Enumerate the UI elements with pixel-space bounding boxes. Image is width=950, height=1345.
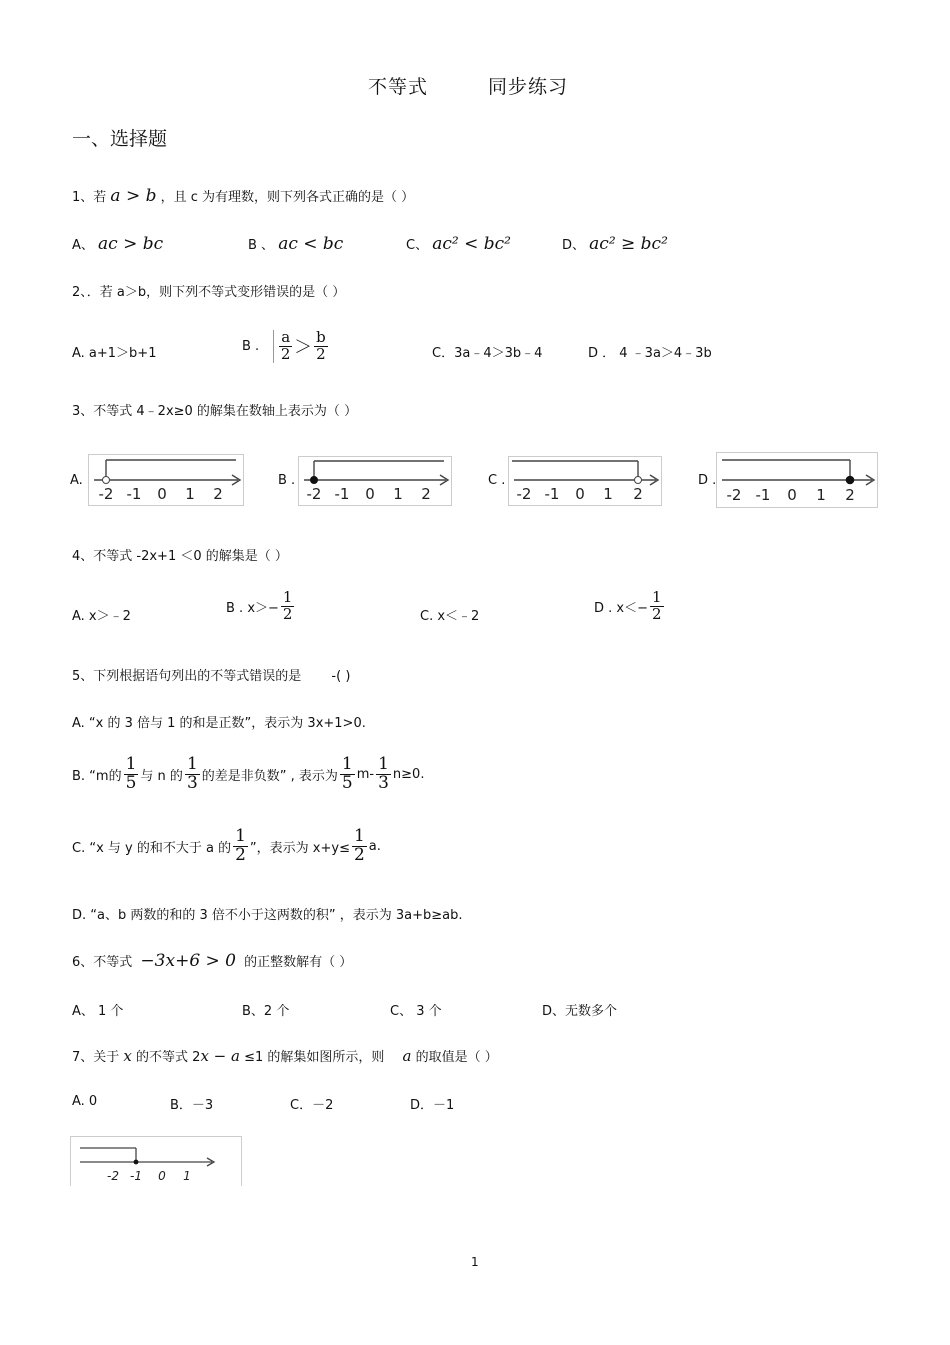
- q5-option-d: D. “a、b 两数的和的 3 倍不小于这两数的积” ，表示为 3a+b≥ab.: [72, 908, 463, 923]
- option-expr: ac² ≥ bc²: [589, 234, 668, 254]
- tick-label: 0: [157, 485, 167, 503]
- question-5: [72, 665, 350, 684]
- q4-option-a: A. x＞﹣2: [72, 609, 131, 624]
- denominator: 2: [235, 844, 246, 865]
- q6-prefix: 6、不等式: [72, 955, 133, 970]
- q5-text: 5、下列根据语句列出的不等式错误的是: [72, 669, 302, 684]
- question-1: [72, 186, 414, 206]
- fraction: [352, 828, 367, 865]
- q1-option-c: [406, 234, 511, 254]
- tick-label: -2: [306, 485, 322, 503]
- numerator: 1: [341, 754, 353, 774]
- option-text: ”，表示为 x+y≤: [249, 840, 350, 856]
- q4-option-b: [226, 590, 296, 623]
- option-label: B .: [242, 338, 260, 354]
- tick-label: -2: [726, 486, 742, 504]
- question-6: [72, 951, 352, 971]
- numerator: b: [316, 328, 326, 346]
- q1-condition: a > b: [110, 186, 157, 206]
- title-right: 同步练习: [488, 76, 569, 98]
- q7-variable-a: a: [402, 1047, 412, 1065]
- section-heading: 一、选择题: [72, 128, 168, 150]
- numerator: 1: [353, 826, 365, 846]
- tick-label: -1: [334, 485, 350, 503]
- option-text: B. “m的: [72, 768, 122, 784]
- denominator: 2: [353, 844, 365, 865]
- q3-numberline-c: [508, 456, 662, 506]
- tick-label: -1: [130, 1169, 142, 1183]
- numerator: 1: [652, 588, 662, 606]
- tick-label: 1: [183, 1169, 191, 1183]
- q7-option-d: D．－1: [410, 1098, 455, 1113]
- denominator: 2: [316, 344, 326, 363]
- option-label: B 、: [248, 238, 275, 253]
- q1-option-a: [72, 234, 163, 254]
- q5-option-b: [72, 756, 424, 793]
- option-text: C. “x 与 y 的和不大于 a 的: [72, 840, 232, 856]
- page-number: 1: [471, 1255, 479, 1269]
- q3-numberline-d: [716, 452, 878, 508]
- q2-option-d: D ． 4 ﹣3a＞4﹣3b: [588, 346, 712, 361]
- tick-label: -2: [516, 485, 532, 503]
- q3-option-d-label: D .: [698, 473, 717, 488]
- fraction: [314, 330, 328, 363]
- option-expr: ac² < bc²: [432, 234, 511, 254]
- numerator: 1: [235, 826, 246, 846]
- q5-option-c: [72, 828, 381, 865]
- denominator: 5: [341, 772, 353, 793]
- tick-label: -2: [98, 485, 114, 503]
- denominator: 2: [280, 344, 291, 363]
- option-text: 的差是非负数” , 表示为: [201, 768, 338, 784]
- q1-suffix: ，且 c 为有理数，则下列各式正确的是（ ）: [160, 190, 415, 205]
- q4-option-c: C. x＜﹣2: [420, 609, 480, 624]
- denominator: 3: [378, 772, 389, 793]
- fraction: [376, 756, 391, 793]
- denominator: 3: [186, 772, 198, 793]
- q3-option-a-label: A.: [70, 473, 83, 488]
- q7-option-a: A. 0: [72, 1094, 98, 1109]
- fraction: [233, 828, 248, 865]
- numerator: 1: [125, 754, 137, 774]
- q6-option-b: B、2 个: [242, 1004, 290, 1019]
- q7-variable: x: [123, 1047, 132, 1065]
- tick-label: 0: [158, 1169, 166, 1183]
- q7-post: ≤1 的解集如图所示，则: [244, 1050, 385, 1065]
- question-3: 3、不等式 4﹣2x≥0 的解集在数轴上表示为（ ）: [72, 404, 358, 419]
- numerator: 1: [186, 754, 198, 774]
- q6-option-d: D、无数多个: [542, 1004, 618, 1019]
- fraction: [650, 590, 664, 623]
- relation: ＞: [294, 337, 313, 359]
- q2-option-b: [242, 330, 330, 363]
- denominator: 2: [282, 604, 293, 623]
- fraction: [281, 590, 295, 623]
- fraction: [340, 756, 355, 793]
- option-text: D . x＜−: [594, 600, 648, 616]
- q1-option-b: [248, 234, 343, 254]
- option-label: D、: [562, 238, 586, 253]
- q3-numberline-a: [88, 454, 244, 506]
- q7-prefix: 7、关于: [72, 1050, 120, 1065]
- q2-b-expression: [273, 330, 330, 363]
- q4-option-d: [594, 590, 666, 623]
- option-text: 与 n 的: [140, 768, 183, 784]
- numerator: a: [281, 328, 291, 346]
- q1-prefix: 1、若: [72, 190, 107, 205]
- q5-option-a: A. “x 的 3 倍与 1 的和是正数”，表示为 3x+1>0.: [72, 716, 366, 731]
- q5-paren: -( ): [331, 669, 351, 684]
- q6-option-a: A、 1 个: [72, 1004, 124, 1019]
- q3-numberline-b: [298, 456, 452, 506]
- question-2: 2、．若 a＞b，则下列不等式变形错误的是（ ）: [72, 285, 346, 300]
- tick-label: 2: [421, 485, 431, 503]
- tick-label: 0: [365, 485, 375, 503]
- tick-label: 2: [213, 485, 223, 503]
- q3-option-c-label: C .: [488, 473, 506, 488]
- tick-label: -1: [126, 485, 142, 503]
- tick-label: 1: [185, 485, 195, 503]
- option-expr: ac < bc: [278, 234, 344, 254]
- q2-option-c: C．3a﹣4＞3b﹣4: [432, 346, 543, 361]
- q7-end: 的取值是（ ）: [415, 1050, 498, 1065]
- option-text: a.: [368, 838, 381, 854]
- q3-option-b-label: B .: [278, 473, 296, 488]
- tick-label: 1: [603, 485, 613, 503]
- denominator: 5: [125, 772, 137, 793]
- q1-option-d: [562, 234, 668, 254]
- tick-label: 2: [633, 485, 643, 503]
- q6-suffix: 的正整数解有（ ）: [244, 955, 353, 970]
- q7-expression: x − a: [200, 1047, 240, 1065]
- title-left: 不等式: [368, 76, 429, 98]
- q2-option-a: A. a+1＞b+1: [72, 346, 157, 361]
- q6-option-c: C、 3 个: [390, 1004, 442, 1019]
- fraction: [124, 756, 139, 793]
- fraction: [279, 330, 292, 363]
- numerator: 1: [282, 588, 293, 606]
- option-expr: ac > bc: [98, 234, 164, 254]
- denominator: 2: [652, 604, 662, 623]
- question-7: [72, 1046, 498, 1065]
- option-text: B . x＞−: [226, 600, 279, 616]
- option-text: m-: [356, 766, 375, 782]
- tick-label: -1: [544, 485, 560, 503]
- q7-mid: 的不等式 2: [136, 1050, 201, 1065]
- tick-label: 0: [575, 485, 585, 503]
- q7-numberline: [70, 1136, 242, 1186]
- tick-label: 2: [845, 486, 855, 504]
- tick-label: -2: [107, 1169, 119, 1183]
- numerator: 1: [378, 754, 389, 774]
- option-label: C、: [406, 238, 429, 253]
- tick-label: 0: [787, 486, 797, 504]
- q6-expression: −3x+6 > 0: [140, 951, 236, 971]
- option-text: n≥0.: [392, 766, 425, 782]
- tick-label: 1: [816, 486, 826, 504]
- fraction: [185, 756, 200, 793]
- tick-label: -1: [755, 486, 771, 504]
- q7-option-b: B．－3: [170, 1098, 214, 1113]
- question-4: 4、不等式 -2x+1 ＜0 的解集是（ ）: [72, 549, 288, 564]
- option-label: A、: [72, 238, 94, 253]
- tick-label: 1: [393, 485, 403, 503]
- q7-option-c: C．－2: [290, 1098, 334, 1113]
